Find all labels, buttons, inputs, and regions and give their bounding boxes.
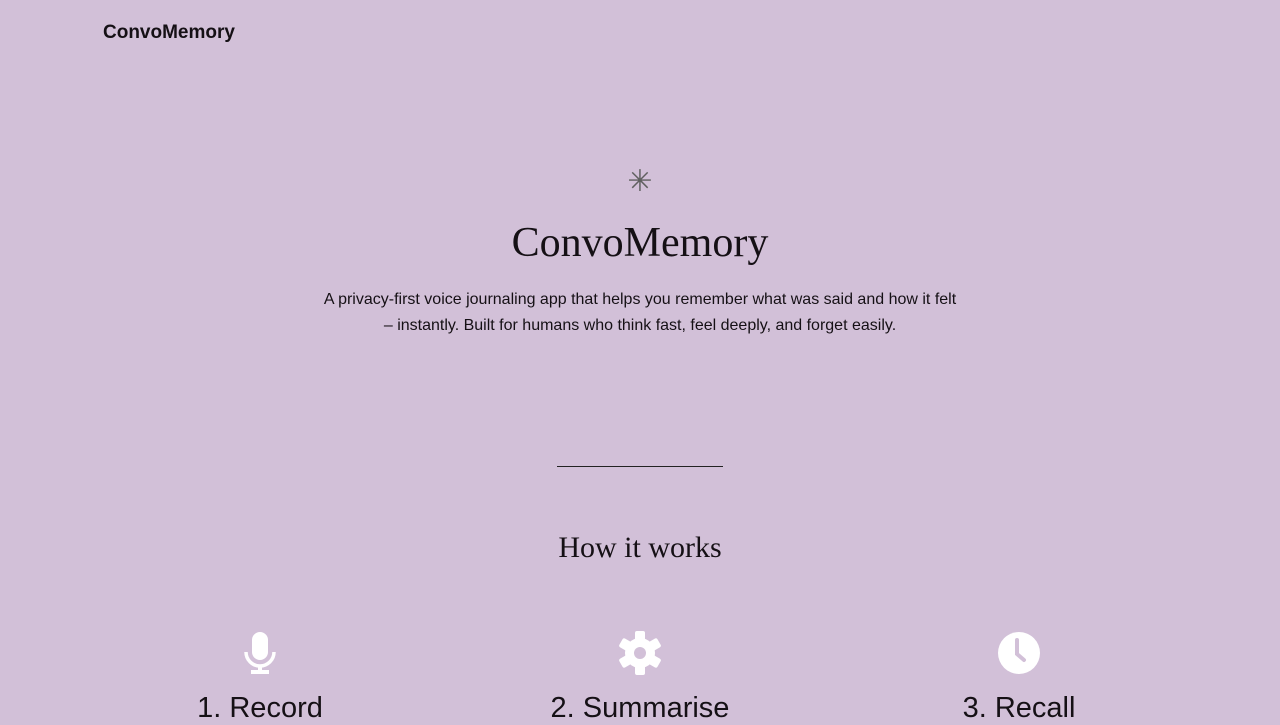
step-label: 1. Record — [197, 692, 323, 724]
step-label: 3. Recall — [962, 692, 1076, 724]
hero-title: ConvoMemory — [511, 220, 769, 266]
gear-icon — [617, 630, 663, 676]
divider — [557, 466, 723, 467]
step-recall — [869, 630, 1169, 725]
brand-logo[interactable]: ConvoMemory — [103, 22, 235, 43]
hero-description: A privacy-first voice journaling app that helps you remember what was said and how it felt – instantly. Built for humans who think fast, feel deeply, and forget easily. — [323, 291, 957, 334]
step-record — [110, 630, 410, 725]
microphone-icon — [240, 630, 280, 676]
section-title: How it works — [558, 531, 722, 564]
step-summarise — [490, 630, 790, 725]
clock-icon — [997, 630, 1041, 676]
asterisk-icon: ✳ — [627, 165, 653, 198]
step-label: 2. Summarise — [550, 692, 730, 724]
